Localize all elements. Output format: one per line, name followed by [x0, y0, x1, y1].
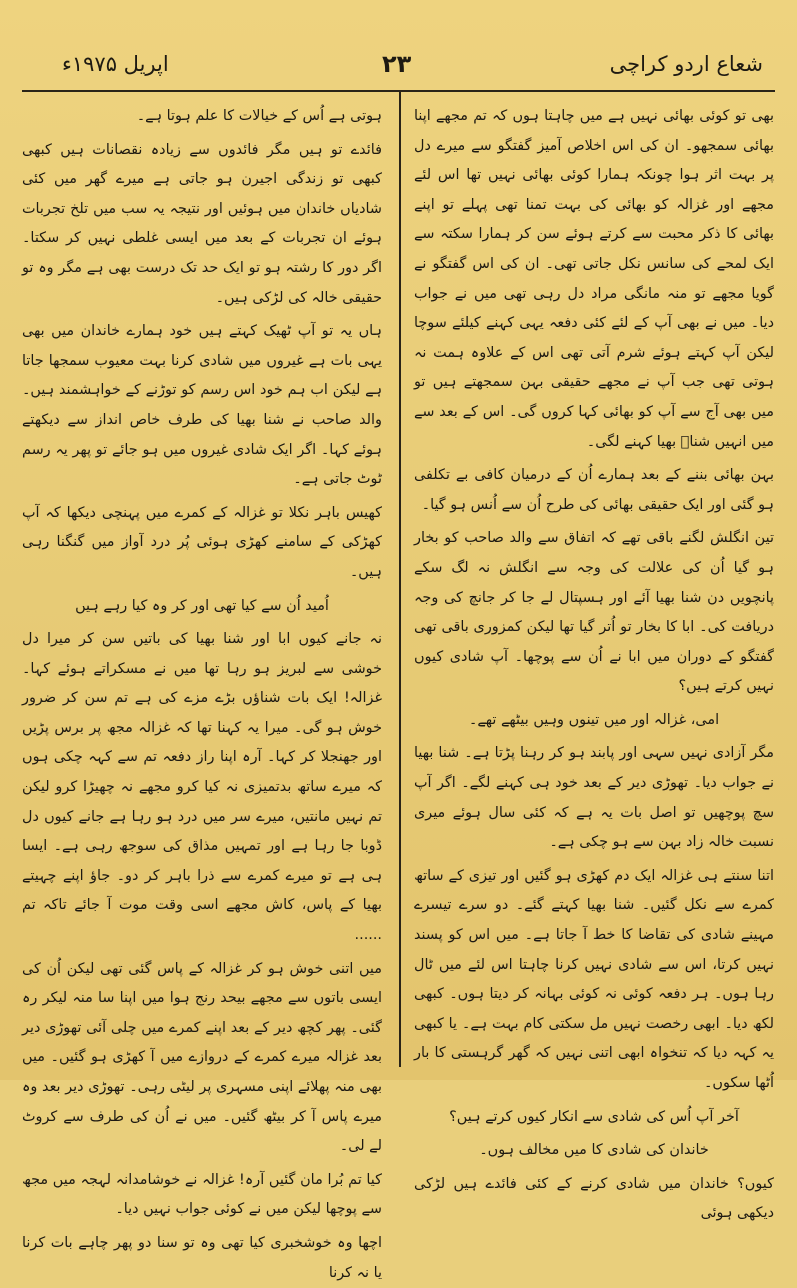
paragraph: اتنا سنتے ہی غزالہ ایک دم کھڑی ہو گئیں اور تیزی کے ساتھ کمرے سے نکل گئیں۔ شنا بھیا کہتے گئے۔ دو سرے تیسرے مہینے شادی کی تقاضا کا خط آ جاتا ہے۔ میں اس کو پسند نہیں کرتا، اس سے شادی نہیں کرنا چاہتا اس لئے میں ٹال رہا ہوں۔ ہر دفعہ کوئی نہ کوئی بہانہ کر دیتا ہوں۔ کبھی لکھ دیا۔ ابھی رخصت نہیں مل سکتی کام بہت ہے۔ یا کبھی یہ کہہ دیا کہ تنخواہ ابھی اتنی نہیں کہ گھر گرہستی کا بار اُٹھا سکوں۔	[414, 867, 774, 1091]
verse-line: اُمید اُن سے کیا تھی اور کر وہ کیا رہے ہیں	[75, 597, 329, 614]
right-column	[414, 102, 774, 1222]
paragraph: فائدے تو ہیں مگر فائدوں سے زیادہ نقصانات ہیں کبھی کبھی تو زندگی اجیرن ہو جاتی ہے میرے گھر میں کئی شادیاں خاندان میں ہوئیں اور نتیجہ یہ سب میں تلخ تجربات ہوئے ان تجربات کے بعد میں ایسی غلطی نہیں کر سکتا۔ اگر دور کا رشتہ ہو تو ایک حد تک درست بھی ہے مگر وہ تو حقیقی خالہ کی لڑکی ہیں۔	[22, 141, 382, 306]
paragraph: میں اتنی خوش ہو کر غزالہ کے پاس گئی تھی لیکن اُن کی ایسی باتوں سے مجھے بیحد رنج ہوا میں اپنا سا منہ لیکر رہ گئی۔ پھر کچھ دیر کے بعد اپنے کمرے میں چلی آئی تھوڑی دیر بعد غزالہ میرے کمرے کے دروازے میں آ کھڑی ہو گئیں۔ میں بھی منہ پھلائے اپنی مسہری پر لیٹی رہی۔ تھوڑی دیر بعد وہ میرے پاس آ کر بیٹھ گئیں۔ میں نے اُن کی طرف سے کروٹ لے لی۔	[22, 960, 382, 1155]
paragraph: کیا تم بُرا مان گئیں آرہ! غزالہ نے خوشامدانہ لہجہ میں مجھ سے پوچھا لیکن میں نے کوئی جواب نہیں دیا۔	[22, 1171, 382, 1218]
page-number: ۲۳	[382, 50, 412, 78]
magazine-title: شعاع اردو کراچی	[609, 52, 763, 76]
paragraph: تین انگلش لگنے باقی تھے کہ اتفاق سے والد صاحب کو بخار ہو گیا اُن کی علالت کی وجہ سے انگلش نہ لگ سکے پانچویں دن شنا بھیا آئے اور ہسپتال لے جا کر جانچ کی وجہ دریافت کی۔ ابا کا بخار تو اُتر گیا تھا لیکن کمزوری باقی تھی گفتگو کے دوران میں ابا نے اُن سے پوچھا۔ آپ شادی کیوں نہیں کرتے ہیں؟	[414, 530, 774, 695]
paragraph: امی، غزالہ اور میں تینوں وہیں بیٹھے تھے۔	[468, 711, 720, 728]
paragraph: بھی تو کوئی بھائی نہیں ہے میں چاہتا ہوں کہ تم مجھے اپنا بھائی سمجھو۔ ان کی اس اخلاص آمیز گفتگو سے میرے دل پر بہت اثر ہوا چونکہ ہمارا کوئی بھائی نہیں تھا اس لئے مجھے اور غزالہ کو بھائی کی بہت تمنا تھی پہلے تو اپنے بھائی کا ذکر محبت سے کرتے ہوئے سن کر ہمارا سکتہ سے ایک لمحے کی سانس نکل جاتی تھی۔ ان کی اس گفتگو نے گویا مجھے تو منہ مانگی مراد دل رہی تھی میں نے جواب دیا۔ میں نے بھی آپ کے لئے کئی دفعہ یہی کہنے کیلئے سوچا لیکن آپ کہتے ہوئے شرم آتی تھی اس کے علاوہ ہمت نہ ہوتی تھی جب آپ نے مجھے حقیقی بہن سمجھتے ہیں تو میں بھی آج سے آپ کو بھائی کہا کروں گی۔ اس کے بعد سے میں انہیں شناؔ بھیا کہنے لگی۔	[414, 108, 774, 450]
paragraph: کیوں؟ خاندان میں شادی کرنے کے کئی فائدے ہیں لڑکی دیکھی ہوئی	[414, 1175, 774, 1222]
paragraph: اچھا وہ خوشخبری کیا تھی وہ تو سنا دو پھر چاہے بات کرنا یا نہ کرنا	[22, 1234, 382, 1281]
paragraph: ہاں یہ تو آپ ٹھیک کہتے ہیں خود ہمارے خاندان میں بھی یہی بات ہے غیروں میں شادی کرنا بہت معیوب سمجھا جاتا ہے لیکن اب ہم خود اس رسم کو توڑنے کے خواہشمند ہیں۔ والد صاحب نے شنا بھیا کی طرف خاص انداز سے دیکھتے ہوئے کہا۔ اگر ایک شادی غیروں میں ہو جائے تو پھر یہ رسم ٹوٹ جاتی ہے۔	[22, 323, 382, 488]
page-header	[22, 48, 775, 88]
left-column	[22, 102, 382, 1281]
paragraph: ہوتی ہے اُس کے خیالات کا علم ہوتا ہے۔	[136, 108, 382, 124]
paragraph: مگر آزادی نہیں سہی اور پابند ہو کر رہنا پڑتا ہے۔ شنا بھیا نے جواب دیا۔ تھوڑی دیر کے بعد خود ہی کہنے لگے۔ اگر آپ سچ پوچھیں تو اصل بات یہ ہے کہ کئی سال ہوئے میری نسبت خالہ زاد بہن سے ہو چکی ہے۔	[414, 745, 774, 851]
paragraph: کھیس باہر نکلا تو غزالہ کے کمرے میں پہنچی دیکھا کہ آپ کھڑکی کے سامنے کھڑی ہوئی پُر درد آواز میں گنگنا رہی ہیں۔	[22, 504, 382, 580]
paragraph: خاندان کی شادی کا میں مخالف ہوں۔	[479, 1142, 709, 1159]
issue-date: اپریل ۱۹۷۵ء	[62, 52, 169, 76]
paragraph: نہ جانے کیوں ابا اور شنا بھیا کی باتیں سن کر میرا دل خوشی سے لبریز ہو رہا تھا میں نے مسکراتے ہوئے کہا۔ غزالہ! ایک بات شناؤں بڑے مزے کی ہے تم سن کر ضرور خوش ہو گی۔ میرا یہ کہنا تھا کہ غزالہ مجھ پر برس پڑیں اور جھنجلا کر کہا۔ آرہ اپنا راز دفعہ تم سے کہہ چکی ہوں کہ میرے ساتھ بدتمیزی نہ کیا کرو مجھے نہ چھیڑا کرو لیکن تم نہیں مانتیں، میرے سر میں درد ہو رہا ہے جانے کیوں دل ڈوبا جا رہا ہے اور تمہیں مذاق کی سوجھ رہی ہے۔ ایسا ہی ہے تو میرے کمرے سے ذرا باہر کر دو۔ جاؤ اپنے چہیتے بھیا کے پاس، کاش مجھے اسی وقت موت آ جائے تاکہ تم ......	[22, 631, 382, 944]
paragraph: آخر آپ اُس کی شادی سے انکار کیوں کرتے ہیں؟	[449, 1108, 739, 1125]
column-divider	[399, 92, 401, 1067]
paragraph: بہن بھائی بننے کے بعد ہمارے اُن کے درمیان کافی بے تکلفی ہو گئی اور ایک حقیقی بھائی کی طرح اُن سے اُنس ہو گیا۔	[414, 467, 774, 513]
